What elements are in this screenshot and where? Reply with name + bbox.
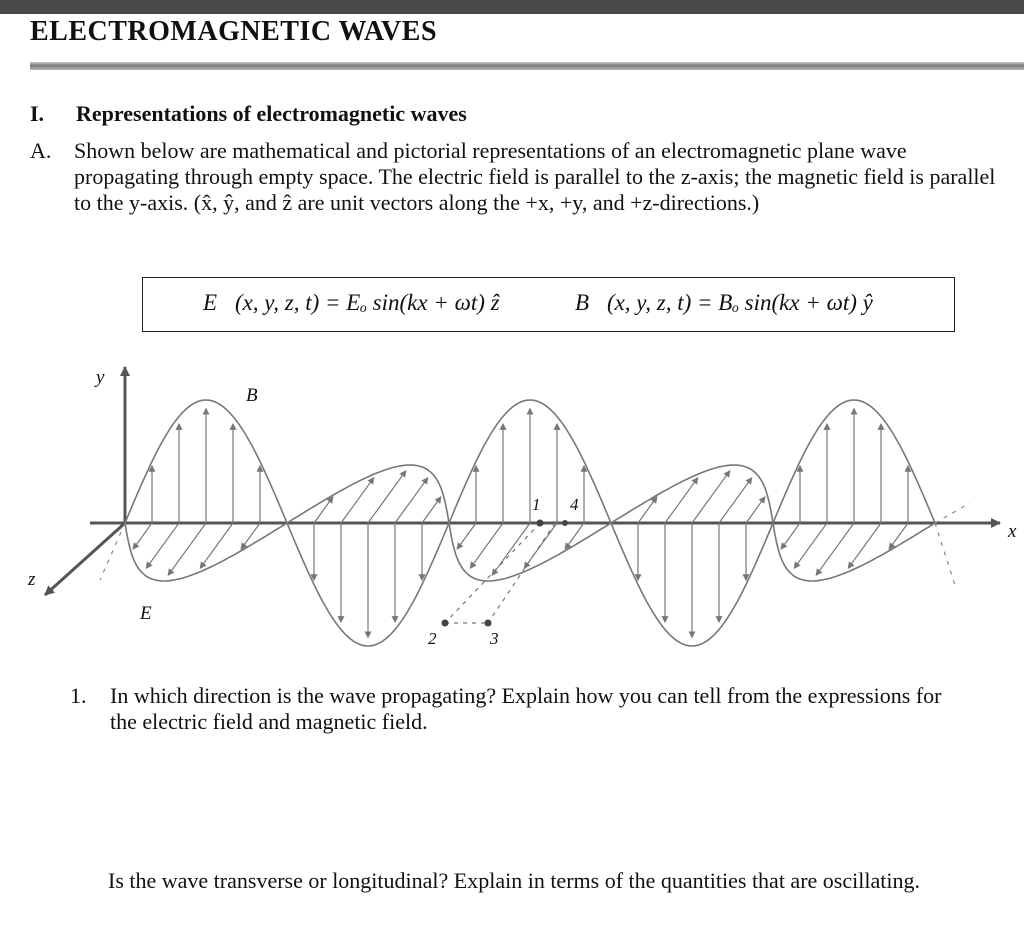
electric-field-vector xyxy=(422,497,441,523)
title-rule xyxy=(30,62,1024,70)
guide-dash xyxy=(935,503,970,523)
electric-field-vector xyxy=(524,523,557,568)
electric-field-label: E⃗ xyxy=(140,603,167,624)
part-text: Shown below are mathematical and pictorial representations of an electromagnetic plane wave propagating through empty space. The electric field is parallel to the z-axis; the magnetic field is parallel to the y-axis. (x̂, ŷ, and ẑ are unit vectors along the +x, +y, and +z-directions.) xyxy=(74,138,996,215)
electric-field-vector xyxy=(719,478,752,523)
electric-field-vector xyxy=(848,523,881,568)
point-4-label: 4 xyxy=(570,495,579,514)
guide-dash xyxy=(935,523,955,585)
electric-field-vector xyxy=(746,497,765,523)
point-3-label: 3 xyxy=(490,629,499,648)
electric-field-vector xyxy=(146,523,179,568)
point-1-label: 1 xyxy=(532,495,541,514)
electric-field-vector xyxy=(200,523,233,568)
magnetic-field-label: B⃗ xyxy=(246,385,273,406)
point-4-dot xyxy=(562,520,568,526)
question-1-text: In which direction is the wave propagating? Explain how you can tell from the expressions for the electric field and magnetic field. xyxy=(110,683,942,734)
guide-dash xyxy=(100,523,125,580)
electric-field-vector xyxy=(133,523,152,549)
electric-field-vector xyxy=(470,523,503,568)
point-1-dot xyxy=(537,520,544,527)
section-title: Representations of electromagnetic waves xyxy=(76,101,467,126)
electric-field-vector xyxy=(781,523,800,549)
part-label: A. xyxy=(30,138,52,163)
top-bar xyxy=(0,0,1024,14)
x-axis-label: x xyxy=(1008,521,1017,542)
electric-field-vector xyxy=(665,478,698,523)
magnetic-field-equation: B⃗(x, y, z, t) = Bₒ sin(kx + ωt) ŷ xyxy=(575,290,873,315)
question-1-number: 1. xyxy=(70,683,87,708)
wave-figure xyxy=(0,355,1024,655)
electric-field-vector xyxy=(457,523,476,549)
electric-field-vector xyxy=(395,478,428,523)
point-2-label: 2 xyxy=(428,629,437,648)
point-3-dot xyxy=(485,620,492,627)
electric-field-equation: E⃗(x, y, z, t) = Eₒ sin(kx + ωt) ẑ xyxy=(203,290,500,315)
electric-field-vector xyxy=(794,523,827,568)
electric-field-vector xyxy=(341,478,374,523)
page-title: ELECTROMAGNETIC WAVES xyxy=(30,16,438,47)
z-axis xyxy=(45,523,125,595)
point-2-dot xyxy=(442,620,449,627)
y-axis-label: y xyxy=(96,367,105,388)
equation-box xyxy=(142,277,955,332)
z-axis-label: z xyxy=(28,569,36,590)
section-number: I. xyxy=(30,101,45,126)
question-2-text: Is the wave transverse or longitudinal? Explain in terms of the quantities that are oscillating. xyxy=(108,868,920,893)
